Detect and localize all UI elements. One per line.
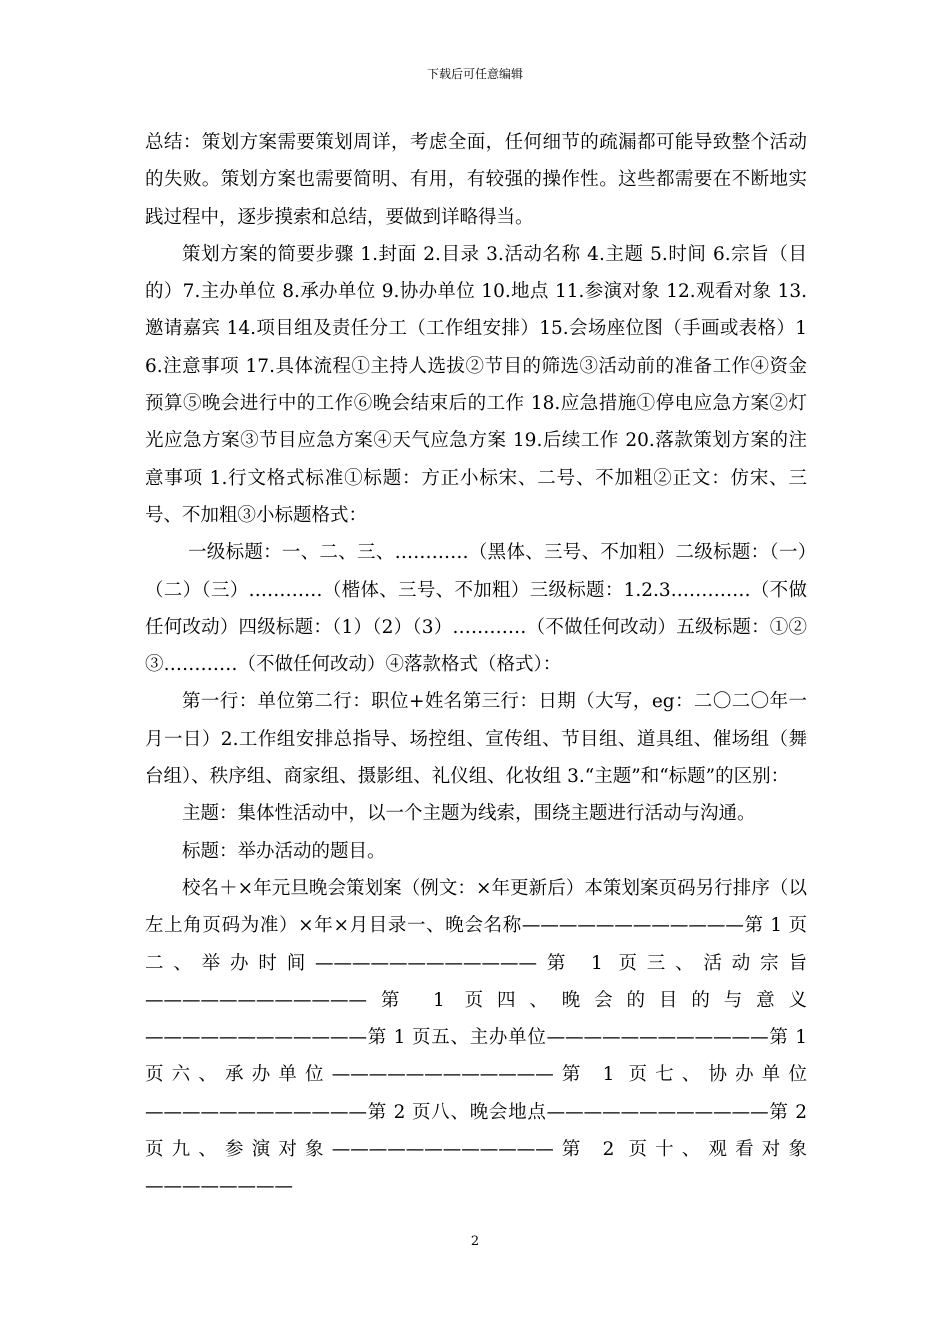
paragraph-plan-steps: 策划方案的简要步骤 1.封面 2.目录 3.活动名称 4.主题 5.时间 6.宗旨（目的）7.主办单位 8.承办单位 9.协办单位 10.地点 11.参演对象 12.观看对象 13.邀请嘉宾 14.项目组及责任分工（工作组安排）15.会场座位图（手画或表格）16.注意事项 17.具体流程①主持人选拔②节目的筛选③活动前的准备工作④资金预算⑤晚会进行中的工作⑥晚会结束后的工作 18.应急措施①停电应急方案②灯光应急方案③节目应急方案④天气应急方案 19.后续工作 20.落款策划方案的注意事项 1.行文格式标准①标题：方正小标宋、二号、不加粗②正文：仿宋、三号、不加粗③小标题格式： — [145, 243, 807, 526]
paragraph-theme-definition: 主题：集体性活动中，以一个主题为线索，围绕主题进行活动与沟通。 — [182, 803, 756, 825]
paragraph-title-definition: 标题：举办活动的题目。 — [182, 840, 386, 862]
page-number: 2 — [470, 1234, 480, 1249]
page-header: 下载后可任意编辑 — [426, 67, 523, 81]
paragraph-heading-levels: 一级标题：一、二、三、…………（黑体、三号、不加粗）二级标题：（一）（二）（三）…………（楷体、三号、不加粗）三级标题：1.2.3.…………（不做任何改动）四级标题：（1）（2）（3）…………（不做任何改动）五级标题：①②③…………（不做任何改动）④落款格式（格式）： — [145, 542, 807, 676]
document-body — [145, 124, 807, 1206]
paragraph-summary: 总结：策划方案需要策划周详，考虑全面，任何细节的疏漏都可能导致整个活动的失败。策划方案也需要简明、有用，有较强的操作性。这些都需要在不断地实践过程中，逐步摸索和总结，要做到详略得当。 — [145, 132, 807, 228]
paragraph-table-of-contents: 校名＋×年元旦晚会策划案（例文：×年更新后）本策划案页码另行排序（以左上角页码为准）×年×月目录一、晚会名称————————————第 1 页二、举办时间————————————第 1 页三、活动宗旨————————————第 1 页四、晚会的目的与意义————————————第 1 页五、主办单位————————————第 1 页六、承办单位————————————第 1 页七、协办单位————————————第 2 页八、晚会地点————————————第 2 页九、参演对象————————————第 2 页十、观看对象———————— — [145, 877, 807, 1198]
paragraph-signature-format: 第一行：单位第二行：职位+姓名第三行：日期（大写，eg：二〇二〇年一月一日）2.工作组安排总指导、场控组、宣传组、节目组、道具组、催场组（舞台组）、秩序组、商家组、摄影组、礼仪组、化妆组 3.“主题”和“标题”的区别： — [145, 691, 807, 788]
